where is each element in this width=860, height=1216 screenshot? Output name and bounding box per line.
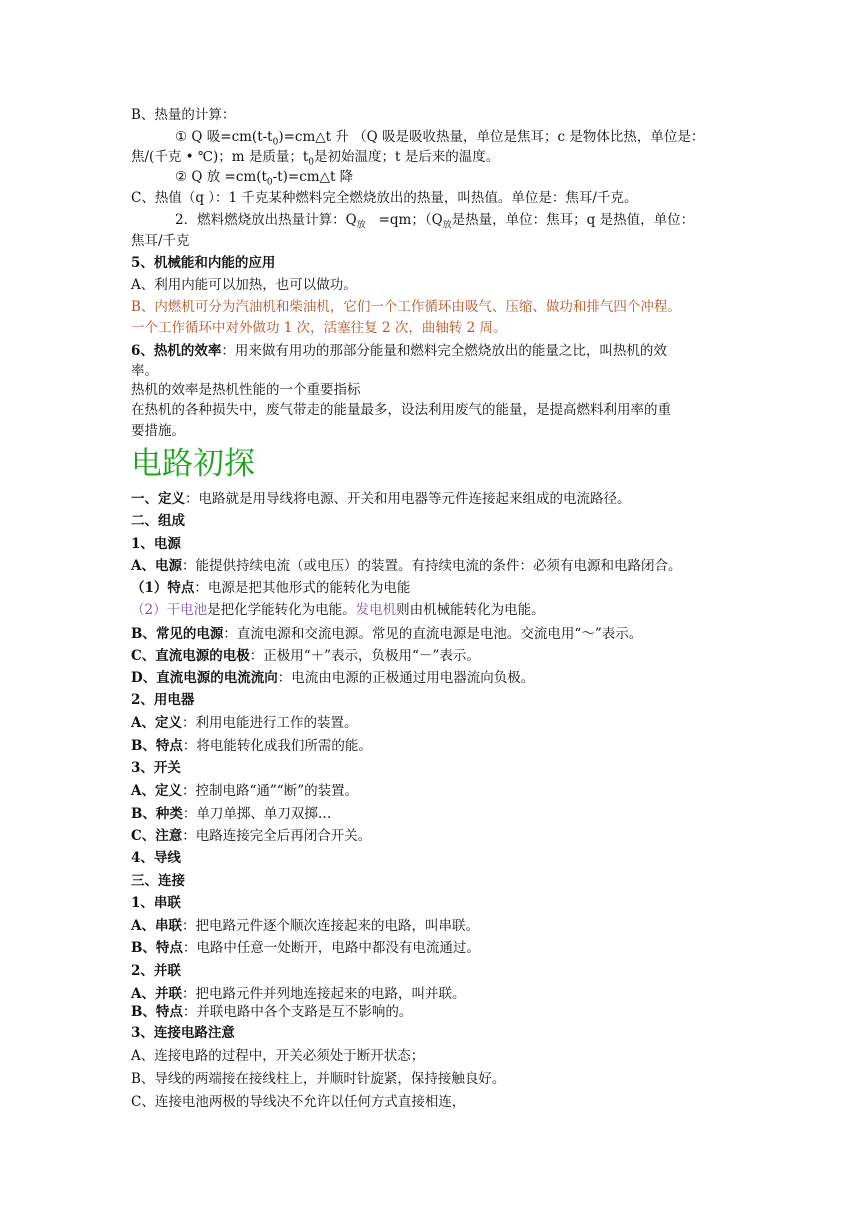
section-heading: 电路初探 [131,446,255,482]
parallel-title: 2、并联 [131,963,181,979]
parallel-definition: A、并联：把电路元件并列地连接起来的电路，叫并联。 [131,986,466,1002]
dc-poles: C、直流电源的电极：正极用“＋”表示，负极用“－”表示。 [131,648,480,664]
connection-title: 三、连接 [131,873,185,889]
heat-b-title: B、热量的计算： [131,107,236,123]
switch-types: B、种类：单刀单掷、单刀双掷… [131,806,332,822]
heat-loss-line1: 在热机的各种损失中，废气带走的能量最多，设法利用废气的能量，是提高燃料利用率的重 [131,402,671,418]
appliance-title: 2、用电器 [131,692,195,708]
wire-title: 4、导线 [131,850,181,866]
composition-title: 二、组成 [131,513,185,529]
parallel-feature: B、特点：并联电路中各个支路是互不影响的。 [131,1004,413,1020]
connection-note-a: A、连接电路的过程中，开关必须处于断开状态； [131,1048,425,1064]
series-title: 1、串联 [131,895,181,911]
appliance-feature: B、特点：将电能转化成我们所需的能。 [131,738,372,754]
connection-notes-title: 3、连接电路注意 [131,1025,235,1041]
q-absorb-formula-cont: 焦/(千克 • ℃)；m 是质量；$t_0$是初始温度；t 是后来的温度。 [131,149,500,168]
heat-loss-line2: 要措施。 [131,423,185,439]
series-definition: A、串联：把电路元件逐个顺次连接起来的电路，叫串联。 [131,918,479,934]
switch-title: 3、开关 [131,760,181,776]
connection-note-b: B、导线的两端接在接线柱上，并顺时针旋紧，保持接触良好。 [131,1071,506,1087]
q-release-formula: ② Q 放 $=cm(t_0-t)=cm\triangle t$ 降 [175,169,354,188]
series-feature: B、特点：电路中任意一处断开，电路中都没有电流通过。 [131,940,480,956]
power-source-title: 1、电源 [131,536,181,552]
switch-definition: A、定义：控制电路“通”“断”的装置。 [131,783,359,799]
mech-item-a: A、利用内能可以加热，也可以做功。 [131,277,357,293]
dc-current-direction: D、直流电源的电流流向：电流由电源的正极通过用电器流向负极。 [131,670,535,686]
common-power-sources: B、常见的电源：直流电源和交流电源。常见的直流电源是电池。交流电用“～”表示。 [131,626,643,642]
efficiency-definition-cont: 率。 [131,363,158,379]
efficiency-note: 热机的效率是热机性能的一个重要指标 [131,382,361,398]
fuel-heat-formula-cont: 焦耳/千克 [131,233,190,249]
power-source-feature: （1）特点：电源是把其他形式的能转化为电能 [131,580,411,596]
circuit-definition: 一、定义：电路就是用导线将电源、开关和用电器等元件连接起来组成的电流路径。 [131,491,631,507]
switch-note: C、注意：电路连接完全后再闭合开关。 [131,828,372,844]
mech-item-b-line1: B、内燃机可分为汽油机和柴油机，它们一个工作循环由吸气、压缩、做功和排气四个冲程。 [131,299,681,315]
fuel-heat-formula: 2．燃料燃烧放出热量计算：$Q_放$ =qm；（$Q_放$是热量，单位：焦耳；q 是热值，单位： [175,212,695,231]
appliance-definition: A、定义：利用电能进行工作的装置。 [131,715,358,731]
q-absorb-formula: ① Q 吸$=cm(t-t_0)=cm\triangle t$ 升 （Q 吸是吸收热量，单位是焦耳；c 是物体比热，单位是： [175,129,705,148]
mech-item-b-line2: 一个工作循环中对外做功 1 次，活塞往复 2 次，曲轴转 2 周。 [131,320,507,336]
battery-generator-line: （2）干电池是把化学能转化为电能。发电机则由机械能转化为电能。 [131,602,545,618]
mech-section-title: 5、机械能和内能的应用 [131,255,276,271]
power-source-definition: A、电源：能提供持续电流（或电压）的装置。有持续电流的条件：必须有电源和电路闭合。 [131,558,682,574]
connection-note-c: C、连接电池两极的导线决不允许以任何方式直接相连， [131,1094,466,1110]
heat-value-definition: C、热值（q ）：1 千克某种燃料完全燃烧放出的热量，叫热值。单位是：焦耳/千克。 [131,190,638,206]
efficiency-definition: 6、热机的效率：用来做有用功的那部分能量和燃料完全燃烧放出的能量之比，叫热机的效 [131,343,667,359]
